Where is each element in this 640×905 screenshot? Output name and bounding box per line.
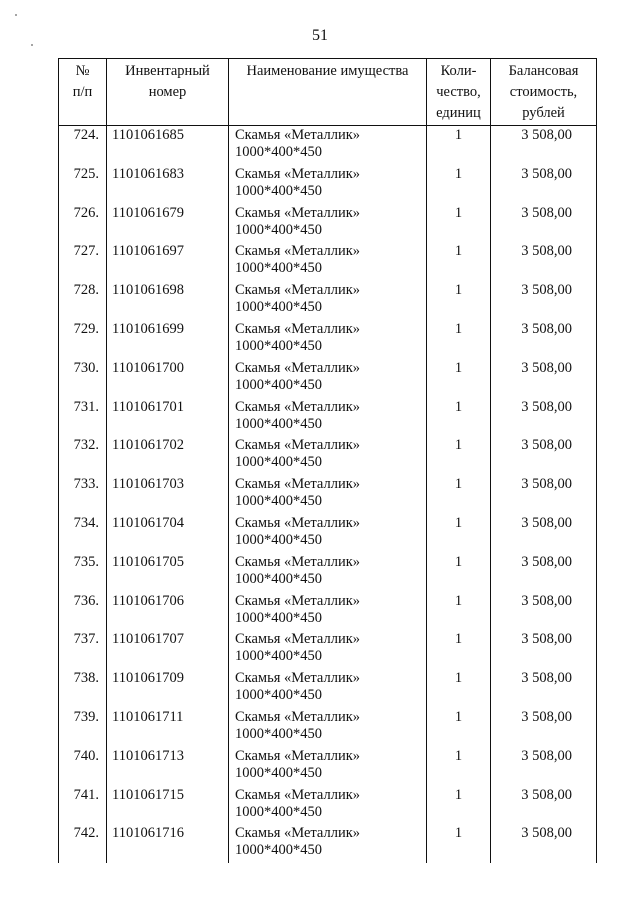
property-name: Скамья «Металлик» <box>235 127 361 143</box>
property-name: Скамья «Металлик» <box>235 398 361 415</box>
row-number: 733. <box>59 475 107 514</box>
balance-cost: 3 508,00 <box>491 242 597 281</box>
balance-cost: 3 508,00 <box>491 165 597 204</box>
quantity: 1 <box>427 514 491 553</box>
header-cost-line-1: Балансовая <box>508 63 579 79</box>
header-balance-cost <box>491 59 597 126</box>
property-name-cell <box>229 630 427 669</box>
property-name: Скамья «Металлик» <box>235 631 361 648</box>
header-cost-line-3: рублей <box>522 105 565 121</box>
property-dimensions: 1000*400*450 <box>235 648 322 665</box>
property-dimensions: 1000*400*450 <box>235 299 322 316</box>
inventory-number: 1101061713 <box>107 747 229 786</box>
quantity: 1 <box>427 824 491 863</box>
row-number: 736. <box>59 592 107 631</box>
balance-cost: 3 508,00 <box>491 359 597 398</box>
property-name: Скамья «Металлик» <box>235 786 361 803</box>
inventory-number: 1101061705 <box>107 553 229 592</box>
property-name-cell <box>229 824 427 863</box>
quantity: 1 <box>427 592 491 631</box>
balance-cost: 3 508,00 <box>491 630 597 669</box>
property-name-cell <box>229 708 427 747</box>
quantity: 1 <box>427 630 491 669</box>
quantity: 1 <box>427 747 491 786</box>
balance-cost: 3 508,00 <box>491 436 597 475</box>
row-number: 732. <box>59 436 107 475</box>
balance-cost: 3 508,00 <box>491 786 597 825</box>
property-name-cell <box>229 475 427 514</box>
property-name-cell <box>229 592 427 631</box>
table-row <box>59 669 597 708</box>
property-name: Скамья «Металлик» <box>235 553 361 570</box>
table-row <box>59 514 597 553</box>
quantity: 1 <box>427 475 491 514</box>
table-row <box>59 281 597 320</box>
table-row <box>59 553 597 592</box>
balance-cost: 3 508,00 <box>491 398 597 437</box>
balance-cost: 3 508,00 <box>491 592 597 631</box>
row-number: 737. <box>59 630 107 669</box>
balance-cost: 3 508,00 <box>491 553 597 592</box>
table-row <box>59 592 597 631</box>
inventory-number: 1101061683 <box>107 165 229 204</box>
header-inv-line-1: Инвентарный <box>125 63 210 79</box>
table-row <box>59 204 597 243</box>
inventory-number: 1101061711 <box>107 708 229 747</box>
row-number: 739. <box>59 708 107 747</box>
table-row <box>59 320 597 359</box>
header-qty-line-2: чество, <box>436 84 481 100</box>
property-name: Скамья «Металлик» <box>235 747 361 764</box>
table-row <box>59 747 597 786</box>
inventory-number: 1101061715 <box>107 786 229 825</box>
property-dimensions: 1000*400*450 <box>235 570 322 587</box>
property-name-cell <box>229 514 427 553</box>
row-number: 727. <box>59 242 107 281</box>
balance-cost: 3 508,00 <box>491 669 597 708</box>
property-dimensions: 1000*400*450 <box>235 182 322 199</box>
property-name-cell <box>229 126 427 165</box>
quantity: 1 <box>427 281 491 320</box>
table-row <box>59 786 597 825</box>
property-name: Скамья «Металлик» <box>235 165 361 182</box>
property-dimensions: 1000*400*450 <box>235 725 322 742</box>
quantity: 1 <box>427 242 491 281</box>
quantity: 1 <box>427 708 491 747</box>
inventory-number: 1101061679 <box>107 204 229 243</box>
property-name-cell <box>229 242 427 281</box>
property-name-cell <box>229 786 427 825</box>
property-dimensions: 1000*400*450 <box>235 454 322 471</box>
table-row <box>59 436 597 475</box>
balance-cost: 3 508,00 <box>491 281 597 320</box>
table-body <box>59 126 597 864</box>
inventory-number: 1101061702 <box>107 436 229 475</box>
inventory-number: 1101061704 <box>107 514 229 553</box>
table-row <box>59 359 597 398</box>
inventory-number: 1101061706 <box>107 592 229 631</box>
property-dimensions: 1000*400*450 <box>235 144 322 160</box>
inventory-number: 1101061716 <box>107 824 229 863</box>
property-name-cell <box>229 747 427 786</box>
header-num-line-2: п/п <box>72 84 93 100</box>
property-name: Скамья «Металлик» <box>235 243 361 260</box>
header-inv-line-2: номер <box>148 84 187 100</box>
property-name: Скамья «Металлик» <box>235 514 361 531</box>
inventory-number: 1101061709 <box>107 669 229 708</box>
inventory-number: 1101061697 <box>107 242 229 281</box>
inventory-number: 1101061701 <box>107 398 229 437</box>
property-name-cell <box>229 281 427 320</box>
quantity: 1 <box>427 786 491 825</box>
property-name-cell <box>229 320 427 359</box>
balance-cost: 3 508,00 <box>491 708 597 747</box>
inventory-number: 1101061703 <box>107 475 229 514</box>
quantity: 1 <box>427 126 491 165</box>
property-name-cell <box>229 165 427 204</box>
property-dimensions: 1000*400*450 <box>235 803 322 820</box>
property-name-cell <box>229 553 427 592</box>
balance-cost: 3 508,00 <box>491 475 597 514</box>
quantity: 1 <box>427 436 491 475</box>
scan-speck <box>31 44 33 46</box>
property-name: Скамья «Металлик» <box>235 592 361 609</box>
property-name: Скамья «Металлик» <box>235 670 361 687</box>
property-dimensions: 1000*400*450 <box>235 609 322 626</box>
inventory-number: 1101061699 <box>107 320 229 359</box>
property-name: Скамья «Металлик» <box>235 437 361 454</box>
quantity: 1 <box>427 320 491 359</box>
row-number: 734. <box>59 514 107 553</box>
table-row <box>59 630 597 669</box>
row-number: 740. <box>59 747 107 786</box>
row-number: 738. <box>59 669 107 708</box>
quantity: 1 <box>427 204 491 243</box>
row-number: 731. <box>59 398 107 437</box>
table-row <box>59 475 597 514</box>
header-num-line-1: № <box>75 63 90 79</box>
row-number: 729. <box>59 320 107 359</box>
row-number: 742. <box>59 824 107 863</box>
table-row <box>59 165 597 204</box>
property-name: Скамья «Металлик» <box>235 708 361 725</box>
inventory-number: 1101061700 <box>107 359 229 398</box>
property-name: Скамья «Металлик» <box>235 204 361 221</box>
balance-cost: 3 508,00 <box>491 514 597 553</box>
property-name-cell <box>229 398 427 437</box>
property-dimensions: 1000*400*450 <box>235 415 322 432</box>
property-name-cell <box>229 359 427 398</box>
header-num <box>59 59 107 126</box>
balance-cost: 3 508,00 <box>491 320 597 359</box>
property-name: Скамья «Металлик» <box>235 282 361 299</box>
table-row <box>59 824 597 863</box>
quantity: 1 <box>427 165 491 204</box>
inventory-number: 1101061698 <box>107 281 229 320</box>
property-name-cell <box>229 436 427 475</box>
quantity: 1 <box>427 398 491 437</box>
property-name: Скамья «Металлик» <box>235 825 361 842</box>
row-number: 730. <box>59 359 107 398</box>
header-name-line-1: Наименование имущества <box>246 63 409 79</box>
inventory-number: 1101061707 <box>107 630 229 669</box>
scan-speck <box>15 14 17 16</box>
row-number: 741. <box>59 786 107 825</box>
table-row <box>59 242 597 281</box>
property-dimensions: 1000*400*450 <box>235 337 322 354</box>
table-header <box>59 59 597 126</box>
property-name: Скамья «Металлик» <box>235 476 361 493</box>
balance-cost: 3 508,00 <box>491 747 597 786</box>
property-name-cell <box>229 204 427 243</box>
row-number: 726. <box>59 204 107 243</box>
row-number: 728. <box>59 281 107 320</box>
property-dimensions: 1000*400*450 <box>235 221 322 238</box>
header-qty-line-3: единиц <box>436 105 481 121</box>
property-dimensions: 1000*400*450 <box>235 531 322 548</box>
property-name: Скамья «Металлик» <box>235 320 361 337</box>
balance-cost: 3 508,00 <box>491 204 597 243</box>
header-quantity <box>427 59 491 126</box>
table-row <box>59 126 597 165</box>
property-dimensions: 1000*400*450 <box>235 764 322 781</box>
quantity: 1 <box>427 359 491 398</box>
header-property-name <box>229 59 427 126</box>
balance-cost: 3 508,00 <box>491 824 597 863</box>
inventory-number: 1101061685 <box>107 126 229 165</box>
property-dimensions: 1000*400*450 <box>235 687 322 704</box>
property-dimensions: 1000*400*450 <box>235 376 322 393</box>
quantity: 1 <box>427 553 491 592</box>
header-cost-line-2: стоимость, <box>509 84 578 100</box>
property-name-cell <box>229 669 427 708</box>
table-row <box>59 398 597 437</box>
property-dimensions: 1000*400*450 <box>235 260 322 277</box>
header-row <box>59 59 597 126</box>
page-number: 51 <box>312 27 328 44</box>
row-number: 735. <box>59 553 107 592</box>
header-qty-line-1: Коли- <box>440 63 477 79</box>
property-dimensions: 1000*400*450 <box>235 842 322 859</box>
property-name: Скамья «Металлик» <box>235 359 361 376</box>
quantity: 1 <box>427 669 491 708</box>
table-row <box>59 708 597 747</box>
row-number: 725. <box>59 165 107 204</box>
inventory-table <box>58 58 597 863</box>
row-number: 724. <box>59 126 107 165</box>
balance-cost: 3 508,00 <box>491 126 597 165</box>
property-dimensions: 1000*400*450 <box>235 493 322 510</box>
header-inventory-number <box>107 59 229 126</box>
